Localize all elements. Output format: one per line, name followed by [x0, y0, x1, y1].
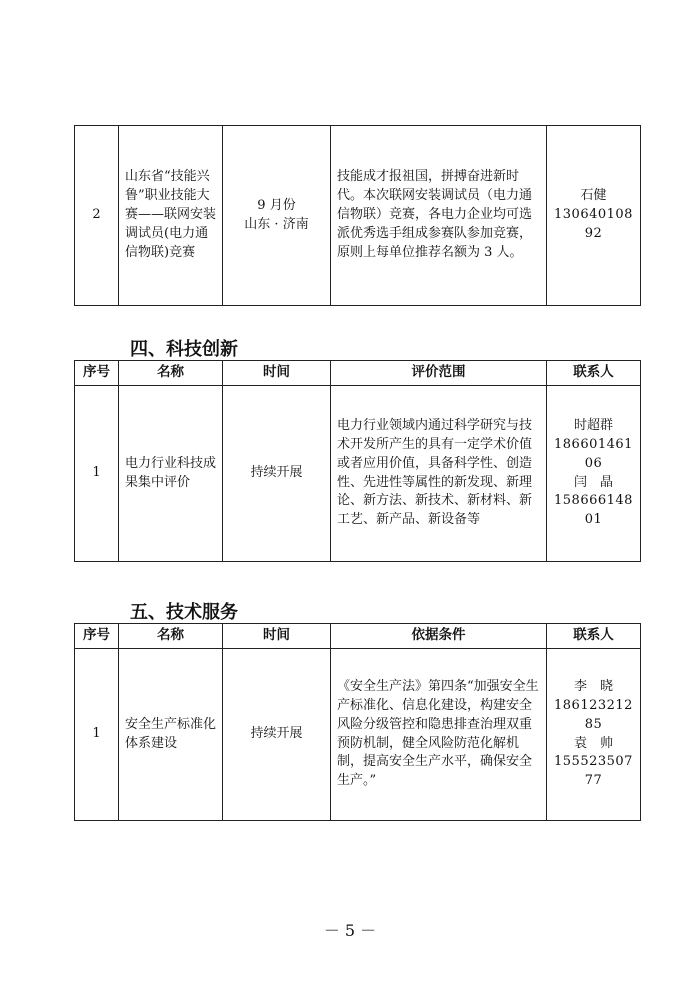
header-time: 时间 — [223, 361, 331, 386]
table-header-row — [75, 361, 641, 386]
section-title-tech-innovation: 四、科技创新 — [130, 339, 238, 360]
contact-phone: 18612321285 — [554, 697, 633, 732]
header-contact: 联系人 — [547, 624, 641, 649]
item-time: 持续开展 — [223, 649, 331, 821]
tech-service-table — [74, 623, 641, 821]
item-scope: 电力行业领域内通过科学研究与技术开发所产生的具有一定学术价值或者应用价值，具备科学性、创造性、先进性等属性的新发现、新理论、新方法、新技术、新材料、新工艺、新产品、新设备等 — [331, 386, 547, 562]
item-contact — [547, 126, 641, 306]
contact-phone: 13064010892 — [554, 207, 633, 241]
row-number: 2 — [75, 126, 119, 306]
item-scope: 技能成才报祖国，拼搏奋进新时代。本次联网安装调试员（电力通信物联）竞赛，各电力企业均可选派优秀选手组成参赛队参加竞赛，原则上每单位推荐名额为 3 人。 — [331, 126, 547, 306]
page-number: － 5 － — [323, 921, 377, 940]
item-name: 电力行业科技成果集中评价 — [119, 386, 223, 562]
header-name: 名称 — [119, 361, 223, 386]
header-scope: 依据条件 — [331, 624, 547, 649]
header-no: 序号 — [75, 361, 119, 386]
time-month: 9 月份 — [257, 197, 296, 213]
tech-innovation-table — [74, 360, 641, 562]
contact-name: 闫 晶 — [573, 474, 613, 490]
row-number: 1 — [75, 649, 119, 821]
item-contact — [547, 386, 641, 562]
section-title-tech-service: 五、技术服务 — [130, 602, 238, 623]
table-row — [75, 126, 641, 306]
item-contact — [547, 649, 641, 821]
item-name: 山东省“技能兴鲁”职业技能大赛——联网安装调试员(电力通信物联)竞赛 — [119, 126, 223, 306]
header-scope: 评价范围 — [331, 361, 547, 386]
contact-name: 李 晓 — [573, 678, 613, 694]
row-number: 1 — [75, 386, 119, 562]
item-time — [223, 126, 331, 306]
competition-table — [74, 125, 641, 306]
item-time: 持续开展 — [223, 386, 331, 562]
header-contact: 联系人 — [547, 361, 641, 386]
item-scope: 《安全生产法》第四条“加强安全生产标准化、信息化建设，构建安全风险分级管控和隐患排查治理双重预防机制，健全风险防范化解机制，提高安全生产水平，确保安全生产。” — [331, 649, 547, 821]
contact-phone: 15552350777 — [554, 754, 633, 789]
table-header-row — [75, 624, 641, 649]
table-row — [75, 386, 641, 562]
contact-phone: 18660146106 — [554, 436, 633, 471]
contact-phone: 15866614801 — [554, 493, 633, 528]
item-name: 安全生产标准化体系建设 — [119, 649, 223, 821]
header-time: 时间 — [223, 624, 331, 649]
header-name: 名称 — [119, 624, 223, 649]
contact-name: 袁 帅 — [573, 735, 613, 751]
contact-name: 时超群 — [573, 417, 613, 433]
time-place: 山东 · 济南 — [244, 216, 309, 232]
table-row — [75, 649, 641, 821]
contact-name: 石健 — [580, 188, 607, 204]
header-no: 序号 — [75, 624, 119, 649]
